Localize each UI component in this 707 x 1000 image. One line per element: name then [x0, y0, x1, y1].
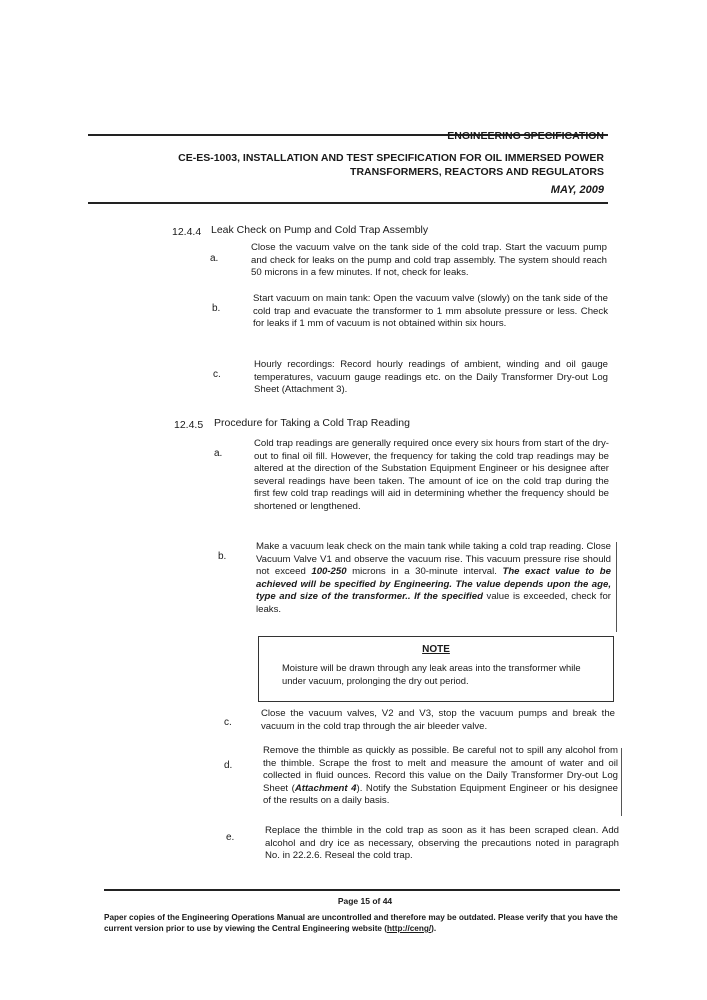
document-title-line-1: CE-ES-1003, INSTALLATION AND TEST SPECIFICATION FOR OIL IMMERSED POWER	[178, 152, 604, 164]
section-title: Leak Check on Pump and Cold Trap Assembly	[211, 224, 429, 236]
item-letter: e.	[226, 832, 235, 843]
page-number: Page 15 of 44	[337, 896, 393, 906]
item-letter: d.	[224, 760, 233, 771]
item-letter: a.	[210, 253, 219, 264]
note-text: Moisture will be drawn through any leak areas into the transformer while under vacuum, prolonging the dry out period.	[282, 662, 581, 686]
item-letter: c.	[224, 717, 232, 728]
header-title: ENGINEERING SPECIFICATION	[447, 130, 604, 142]
item-letter: b.	[212, 303, 221, 314]
central-engineering-link[interactable]: http://ceng/	[386, 924, 432, 933]
item-text: Hourly recordings: Record hourly readings of ambient, winding and oil gauge temperatures, vacuum gauge readings etc. on the Daily Transformer Dry-out Log Sheet (Attachment 3).	[254, 359, 608, 396]
note-title: NOTE	[422, 644, 450, 655]
document-title-line-2: TRANSFORMERS, REACTORS AND REGULATORS	[350, 166, 604, 178]
item-letter: a.	[214, 448, 223, 459]
change-bar	[621, 748, 622, 816]
item-text: Remove the thimble as quickly as possible. Be careful not to spill any alcohol from the thimble. Scrape the frost to melt and measure the amount of water and oil collected in fluid ounces. Record this value on the Daily Transformer Dry-out Log Sheet (Attachment 4). Notify the Substation Equipment Engineer or his designee of the results on a daily basis.	[263, 745, 618, 807]
change-bar	[616, 542, 617, 632]
footer-disclaimer: Paper copies of the Engineering Operations Manual are uncontrolled and therefore may be outdated. Please verify that you have the current version prior to use by viewing the Central Engineering website (http://ceng/).	[104, 913, 618, 933]
section-number: 12.4.5	[174, 419, 204, 431]
note-box	[258, 636, 614, 702]
item-text: Cold trap readings are generally required once every six hours from start of the dry-out to final oil fill. However, the frequency for taking the cold trap readings may be altered at the direction of the Substation Equipment Engineer or his designee after several readings have been taken. The amount of ice on the cold trap during the first few cold trap readings will aid in determining whether the frequency should be shortened or lengthened.	[254, 438, 609, 512]
item-text: Start vacuum on main tank: Open the vacuum valve (slowly) on the tank side of the cold trap and evacuate the transformer to 1 mm absolute pressure or less. Check for leaks if 1 mm of vacuum is not obtained within six hours.	[253, 293, 608, 330]
document-date: MAY, 2009	[550, 184, 604, 196]
section-title: Procedure for Taking a Cold Trap Reading	[214, 417, 410, 429]
item-text: Close the vacuum valve on the tank side of the cold trap. Start the vacuum pump and check for leaks on the pump and cold trap assembly. The system should reach 50 microns in a few minutes. If not, check for leaks.	[251, 242, 607, 279]
item-letter: c.	[213, 369, 221, 380]
footer-rule	[104, 889, 620, 891]
item-text: Close the vacuum valves, V2 and V3, stop the vacuum pumps and break the vacuum in the cold trap through the air bleeder valve.	[261, 708, 615, 732]
item-text: Replace the thimble in the cold trap as soon as it has been scraped clean. Add alcohol and dry ice as necessary, observing the precautions noted in paragraph No. in 22.2.6. Reseal the cold trap.	[265, 825, 619, 862]
header-bottom-rule	[88, 202, 608, 204]
section-number: 12.4.4	[172, 226, 202, 238]
item-letter: b.	[218, 551, 227, 562]
item-text: Make a vacuum leak check on the main tank while taking a cold trap reading. Close Vacuum Valve V1 and observe the vacuum rise. This vacuum pressure rise should not exceed 100-250 microns in a 30-minute interval. The exact value to be achieved will be specified by Engineering. The value depends upon the age, type and size of the transformer.. If the specified value is exceeded, check for leaks.	[256, 541, 611, 615]
